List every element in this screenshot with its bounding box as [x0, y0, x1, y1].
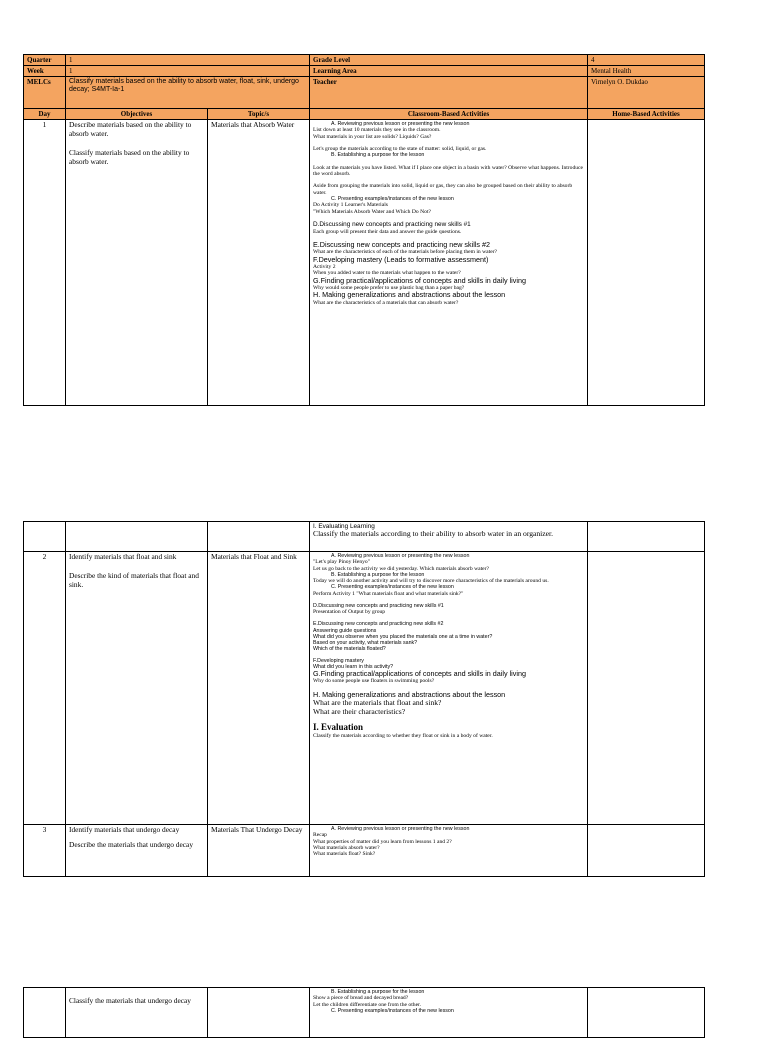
day-1-i-line-1: Classify the materials according to their ability to absorb water in an organizer. — [313, 529, 554, 539]
day-2-a-line-1: "Let's play Pinoy Henyo" — [313, 559, 370, 566]
col-classroom-header: Classroom-Based Activities — [310, 109, 588, 120]
day-2-d-line-1: Presentation of Output by group — [313, 609, 386, 615]
teacher-value: Virnelyn O. Dukdao — [588, 77, 705, 109]
header-row-melcs — [24, 77, 705, 109]
day-2-a-line-2: Let us go back to the activity we did yesterday. Which materials absorb water? — [313, 565, 489, 572]
day-2-topic — [208, 552, 310, 825]
day-1-h-heading: H. Making generalizations and abstractions about the lesson — [313, 290, 506, 300]
melcs-value: Classify materials based on the ability to absorb water, float, sink, undergo decay; S4MT-Ia-1 — [66, 77, 310, 109]
day-2-b-heading: B. Establishing a purpose for the lesson — [331, 571, 425, 578]
day-1-continued-row — [24, 522, 705, 552]
day-1-e-heading: E.Discussing new concepts and practicing new skills #2 — [313, 239, 490, 249]
lesson-plan-table-1 — [23, 54, 705, 406]
day-1-topic — [208, 120, 310, 406]
melcs-label: MELCs — [24, 77, 66, 109]
day-2-d-heading: D.Discussing new concepts and practicing new skills #1 — [313, 602, 444, 609]
day-3-b-heading: B. Establishing a purpose for the lesson — [331, 989, 425, 995]
day-1-activities — [310, 120, 588, 406]
quarter-value: 1 — [66, 55, 310, 66]
day-3-objective-1: Identify materials that undergo decay — [69, 825, 180, 834]
day-1-a-line-3: Let's group the materials according to the state of matter: solid, liquid, or gas. — [313, 146, 487, 153]
day-3-objectives — [66, 825, 208, 877]
day-1-row — [24, 120, 705, 406]
day-1-b-line-1: Look at the materials you have listed. What if I place one object in a basin with water? Observe what happens. Introduce the word absorb. — [313, 164, 584, 177]
day-1-e-line-1: What are the characteristics of each of the materials before placing them in water? — [313, 249, 498, 256]
day-1-evaluation — [310, 522, 588, 552]
grade-level-value: 4 — [588, 55, 705, 66]
day-3-continued-activities — [310, 988, 588, 1038]
day-2-h-line-2: What are their characteristics? — [313, 706, 406, 716]
day-1-g-line-1: Why would some people prefer to use plastic bag than a paper bag? — [313, 285, 465, 292]
day-1-f-heading: F.Developing mastery (Leads to formative assessment) — [313, 254, 489, 264]
day-3-b-line-2: Let the children differentiate one from the other. — [313, 1001, 421, 1008]
col-home-header: Home-Based Activities — [588, 109, 705, 120]
lesson-plan-table-3 — [23, 987, 705, 1038]
day-3-row — [24, 825, 705, 877]
day-3-b-line-1: Show a piece of bread and decayed bread? — [313, 995, 409, 1002]
day-1-i-heading: I. Evaluating Learning — [313, 523, 375, 530]
col-topics-header: Topic/s — [208, 109, 310, 120]
day-2-a-heading: A. Reviewing previous lesson or presenting the new lesson — [331, 553, 470, 559]
day-1-b-heading: B. Establishing a purpose for the lesson — [331, 152, 425, 159]
learning-area-value: Mental Health — [588, 66, 705, 77]
grade-level-label: Grade Level — [310, 55, 588, 66]
day-1-a-heading: A. Reviewing previous lesson or presenting the new lesson — [331, 121, 470, 128]
day-3-home-activities — [588, 825, 705, 877]
day-2-e-heading: E.Discussing new concepts and practicing new skills #2 — [313, 621, 444, 628]
day-2-h-heading: H. Making generalizations and abstractions about the lesson — [313, 689, 506, 699]
col-objectives-header: Objectives — [66, 109, 208, 120]
week-value: 1 — [66, 66, 310, 77]
day-3-a-heading: A. Reviewing previous lesson or presenting the new lesson — [331, 826, 470, 832]
day-3-topic-text: Materials That Undergo Decay — [211, 825, 303, 834]
day-2-row — [24, 552, 705, 825]
day-1-b-line-2: Aside from grouping the materials into solid, liquid or gas, they can also be grouped based on their ability to absorb water. — [313, 183, 573, 196]
day-2-f-line-1: What did you learn in this activity? — [313, 663, 394, 670]
day-2-objective-2: Describe the kind of materials that float and sink. — [69, 570, 199, 589]
column-header-row — [24, 109, 705, 120]
col-day-header: Day — [24, 109, 66, 120]
learning-area-label: Learning Area — [310, 66, 588, 77]
day-2-i-heading: I. Evaluation — [313, 722, 364, 733]
day-1-home-activities — [588, 120, 705, 406]
teacher-label: Teacher — [310, 77, 588, 109]
week-label: Week — [24, 66, 66, 77]
day-2-h-line-1: What are the materials that float and sink? — [313, 697, 442, 707]
day-1-d-line-1: Each group will present their data and answer the guide questions. — [313, 228, 462, 235]
day-1-c-line-1: Do Activity 1 Learner's Materials — [313, 202, 388, 209]
day-1-d-heading: D.Discussing new concepts and practicing new skills #1 — [313, 221, 471, 229]
day-3-objective-2: Describe the materials that undergo decay — [69, 839, 194, 849]
day-3-topic — [208, 825, 310, 877]
day-1-h-line-1: What are the characteristics of a materials that can absorb water? — [313, 299, 459, 306]
day-2-objective-1: Identify materials that float and sink — [69, 552, 177, 561]
day-1-f-line-2: When you added water to the materials what happen to the water? — [313, 270, 461, 277]
day-3-a-line-4: What materials float? Sink? — [313, 851, 376, 858]
day-2-activities — [310, 552, 588, 825]
day-1-a-line-2: What materials in your list are solids? Liquids? Gas? — [313, 133, 432, 140]
day-2-topic-text: Materials that Float and Sink — [211, 552, 297, 561]
day-3-a-line-2: What properties of matter did you learn from lessons 1 and 2? — [313, 838, 452, 845]
day-2-c-line-1: Perform Activity 1 "What materials float and what materials sink?" — [313, 590, 464, 597]
day-3-continued-row — [24, 988, 705, 1038]
day-2-objectives — [66, 552, 208, 825]
day-3-a-line-3: What materials absorb water? — [313, 844, 380, 851]
day-2-i-line-1: Classify the materials according to whether they float or sink in a body of water. — [313, 732, 493, 739]
day-1-topic-text: Materials that Absorb Water — [211, 120, 295, 130]
day-1-objective-1: Describe materials based on the ability to absorb water. — [69, 120, 192, 139]
day-1-number: 1 — [24, 120, 66, 406]
day-1-c-line-2: "Which Materials Absorb Water and Which Do Not? — [313, 208, 431, 215]
day-3-number: 3 — [24, 825, 66, 877]
day-3-a-line-1: Recap — [313, 832, 327, 839]
day-3-objective-3: Classify the materials that undergo decay — [69, 996, 191, 1005]
header-row-week — [24, 66, 705, 77]
day-1-c-heading: C. Presenting examples/instances of the new lesson — [331, 196, 454, 203]
lesson-plan-table-2 — [23, 521, 705, 877]
day-1-a-line-1: List down at least 10 materials they see in the classroom. — [313, 127, 441, 134]
day-2-f-heading: F.Developing mastery — [313, 657, 364, 664]
day-1-g-heading: G.Finding practical/applications of concepts and skills in daily living — [313, 275, 526, 285]
day-2-g-heading: G.Finding practical/applications of concepts and skills in daily living — [313, 668, 526, 678]
day-3-continued-objective — [66, 988, 208, 1038]
header-row-quarter — [24, 55, 705, 66]
day-2-g-line-1: Why do some people use floaters in swimming pools? — [313, 678, 435, 685]
day-2-e-line-1: Answering guide questions — [313, 627, 377, 634]
day-3-c-heading: C. Presenting examples/instances of the new lesson — [331, 1007, 454, 1014]
day-2-e-line-4: Which of the materials floated? — [313, 645, 386, 652]
quarter-label: Quarter — [24, 55, 66, 66]
day-1-f-line-1: Activity 2 — [313, 263, 336, 270]
day-2-c-heading: C. Presenting examples/instances of the new lesson — [331, 584, 454, 591]
day-2-e-line-3: Based on your activity, what materials sank? — [313, 639, 418, 646]
day-1-objective-2: Classify materials based on the ability to absorb water. — [69, 147, 190, 166]
day-1-objectives — [66, 120, 208, 406]
day-3-activities — [310, 825, 588, 877]
day-2-b-line-1: Today we will do another activity and will try to discover more characteristics of the materials around us. — [313, 578, 549, 584]
day-2-number: 2 — [24, 552, 66, 825]
day-2-e-line-2: What did you observe when you placed the materials one at a time in water? — [313, 633, 493, 640]
day-2-home-activities — [588, 552, 705, 825]
